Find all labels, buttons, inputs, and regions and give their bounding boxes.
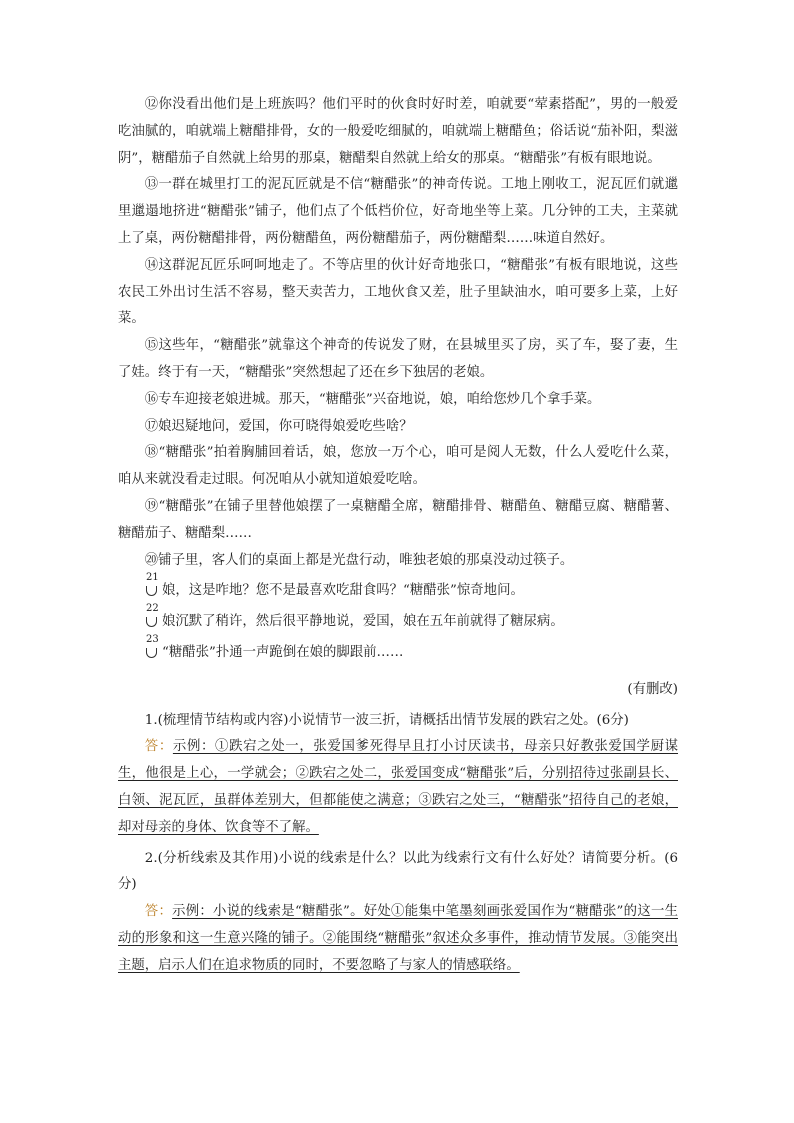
answer-text: 示例：小说的线索是“糖醋张”。好处①能集中笔墨刻画张爱国作为“糖醋张”的这一生动的形象和这一生意兴隆的铺子。②能围绕“糖醋张”叙述众多事件，推动情节发展。③能突出主题，启示人们在追求物质的同时，不要忽略了与家人的情感联络。	[118, 904, 679, 973]
answer-2	[118, 899, 678, 979]
answer-1	[118, 734, 678, 841]
paragraph-14: ⑭这群泥瓦匠乐呵呵地走了。不等店里的伙计好奇地张口，“糖醋张”有板有眼地说，这些农民工外出讨生活不容易，整天卖苦力，工地伙食又差，肚子里缺油水，咱可要多上菜，上好菜。	[118, 257, 678, 327]
answer-label: 答：	[144, 739, 173, 755]
paragraph-13: ⑬一群在城里打工的泥瓦匠就是不信“糖醋张”的神奇传说。工地上刚收工，泥瓦匠们就邋里邋遢地挤进“糖醋张”铺子，他们点了个低档价位，好奇地坐等上菜。几分钟的工夫，主菜就上了桌，两份糖醋排骨，两份糖醋鱼，两份糖醋茄子，两份糖醋梨……味道自然好。	[118, 177, 678, 246]
question-1: 1.(梳理情节结构或内容)小说情节一波三折，请概括出情节发展的跌宕之处。(6分)	[144, 712, 629, 728]
paragraph-text: 娘，这是咋地？您不是最喜欢吃甜食吗？“糖醋张”惊奇地问。	[162, 583, 524, 599]
paragraph-12: ⑫你没看出他们是上班族吗？他们平时的伙食时好时差，咱就要“荤素搭配”，男的一般爱吃油腻的，咱就端上糖醋排骨，女的一般爱吃细腻的，咱就端上糖醋鱼；俗话说“茄补阳，梨滋阴”，糖醋茄子自然就上给男的那桌，糖醋梨自然就上给女的那桌。“糖醋张”有板有眼地说。	[118, 97, 678, 166]
paragraph-16: ⑯专车迎接老娘进城。那天，“糖醋张”兴奋地说，娘，咱给您炒几个拿手菜。	[144, 391, 601, 407]
paragraph-text: “糖醋张”扑通一声跪倒在娘的脚跟前……	[162, 644, 404, 660]
paragraph-20: ⑳铺子里，客人们的桌面上都是光盘行动，唯独老娘的那桌没动过筷子。	[144, 552, 574, 568]
paragraph-text: 娘沉默了稍许，然后很平静地说，爱国，娘在五年前就得了糖尿病。	[162, 614, 564, 630]
paragraph-18: ⑱“糖醋张”拍着胸脯回着话，娘，您放一万个心，咱可是阅人无数，什么人爱吃什么菜，咱从来就没看走过眼。何况咱从小就知道娘爱吃啥。	[118, 445, 678, 488]
circled-number-icon: 23	[146, 640, 160, 666]
answer-label: 答：	[144, 904, 173, 920]
paragraph-17: ⑰娘迟疑地问，爱国，你可晓得娘爱吃些啥？	[144, 418, 413, 434]
question-2: 2.(分析线索及其作用)小说的线索是什么？以此为线索行文有什么好处？请简要分析。(6分)	[118, 850, 678, 893]
answer-text: 示例：①跌宕之处一，张爱国爹死得早且打小讨厌读书，母亲只好教张爱国学厨谋生，他很是上心，一学就会；②跌宕之处二，张爱国变成“糖醋张”后，分别招待过张副县长、白领、泥瓦匠，虽群体差别大，但都能使之满意；③跌宕之处三，“糖醋张”招待自己的老娘，却对母亲的身体、饮食等不了解。	[118, 739, 679, 835]
paragraph-23	[118, 633, 678, 667]
source-note: (有删改)	[627, 681, 678, 697]
paragraph-21	[118, 572, 678, 605]
document-page	[118, 92, 678, 980]
paragraph-19: ⑲“糖醋张”在铺子里替他娘摆了一桌糖醋全席，糖醋排骨、糖醋鱼、糖醋豆腐、糖醋薯、糖醋茄子、糖醋梨……	[118, 498, 678, 541]
circled-number-icon: 22	[146, 609, 160, 635]
circled-number-icon: 21	[146, 578, 160, 604]
paragraph-22	[118, 603, 678, 636]
paragraph-15: ⑮这些年，“糖醋张”就靠这个神奇的传说发了财，在县城里买了房，买了车，娶了妻，生了娃。终于有一天，“糖醋张”突然想起了还在乡下独居的老娘。	[118, 338, 678, 380]
